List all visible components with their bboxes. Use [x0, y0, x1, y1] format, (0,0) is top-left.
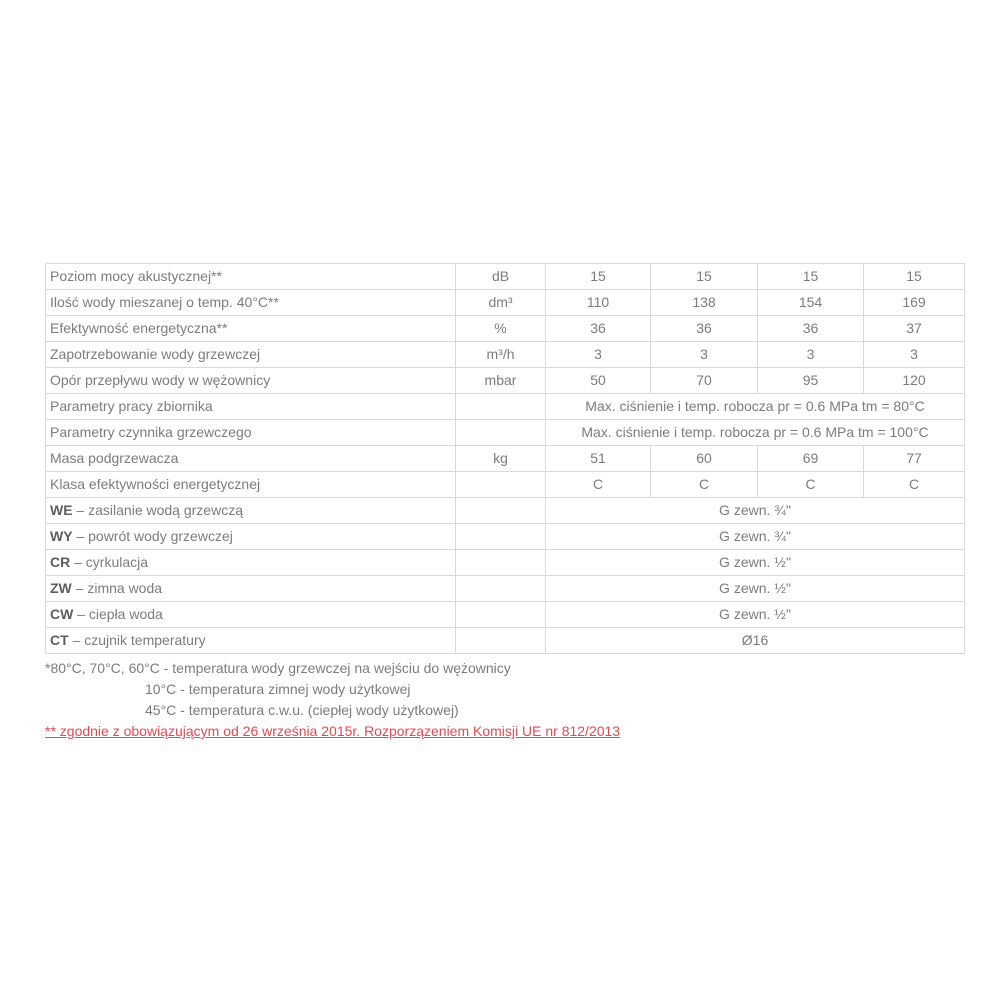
row-label: Ilość wody mieszanej o temp. 40°C**: [46, 290, 456, 316]
row-value: 69: [758, 446, 864, 472]
spec-sheet: [45, 263, 964, 742]
row-value: 77: [864, 446, 965, 472]
row-label-prefix: WE: [50, 501, 73, 518]
table-row: [46, 342, 965, 368]
row-value: 37: [864, 316, 965, 342]
footnote-heating-water: *80°C, 70°C, 60°C - temperatura wody grzewczej na wejściu do wężownicy: [45, 660, 511, 676]
row-value: 110: [546, 290, 651, 316]
table-row: [46, 394, 965, 420]
row-unit: mbar: [456, 368, 546, 394]
table-row: [46, 472, 965, 498]
row-label: Opór przepływu wody w wężownicy: [46, 368, 456, 394]
row-unit: [456, 550, 546, 576]
row-value: C: [651, 472, 758, 498]
row-label: WY – powrót wody grzewczej: [46, 524, 456, 550]
row-label-prefix: CT: [50, 631, 69, 648]
row-value: 51: [546, 446, 651, 472]
row-value: 15: [864, 264, 965, 290]
row-value: C: [864, 472, 965, 498]
table-row: [46, 602, 965, 628]
row-value: 138: [651, 290, 758, 316]
row-merged-value: G zewn. ½": [546, 550, 965, 576]
row-unit: %: [456, 316, 546, 342]
row-unit: [456, 420, 546, 446]
row-value: 70: [651, 368, 758, 394]
row-label-prefix: WY: [50, 527, 73, 544]
row-unit: [456, 472, 546, 498]
row-merged-value: G zewn. ½": [546, 576, 965, 602]
row-value: 15: [758, 264, 864, 290]
row-value: 3: [864, 342, 965, 368]
row-merged-value: Ø16: [546, 628, 965, 654]
table-row: [46, 290, 965, 316]
row-unit: [456, 576, 546, 602]
row-label-prefix: CR: [50, 553, 71, 570]
row-value: 169: [864, 290, 965, 316]
table-row: [46, 498, 965, 524]
footnote-hot-water: 45°C - temperatura c.w.u. (ciepłej wody użytkowej): [145, 702, 459, 718]
footnotes: [45, 658, 964, 742]
table-row: [46, 316, 965, 342]
row-value: 3: [651, 342, 758, 368]
row-unit: dB: [456, 264, 546, 290]
row-label: CW – ciepła woda: [46, 602, 456, 628]
row-value: 154: [758, 290, 864, 316]
row-value: 120: [864, 368, 965, 394]
table-row: [46, 420, 965, 446]
row-value: 60: [651, 446, 758, 472]
row-label: Parametry pracy zbiornika: [46, 394, 456, 420]
table-row: [46, 576, 965, 602]
table-row: [46, 524, 965, 550]
row-label: ZW – zimna woda: [46, 576, 456, 602]
row-label: WE – zasilanie wodą grzewczą: [46, 498, 456, 524]
row-merged-value: G zewn. ½": [546, 602, 965, 628]
row-unit: [456, 394, 546, 420]
row-unit: m³/h: [456, 342, 546, 368]
row-label: Poziom mocy akustycznej**: [46, 264, 456, 290]
table-row: [46, 446, 965, 472]
row-value: 3: [546, 342, 651, 368]
row-value: 95: [758, 368, 864, 394]
row-value: 15: [651, 264, 758, 290]
row-value: 3: [758, 342, 864, 368]
row-value: 50: [546, 368, 651, 394]
row-value: C: [546, 472, 651, 498]
table-row: [46, 264, 965, 290]
row-label: Zapotrzebowanie wody grzewczej: [46, 342, 456, 368]
row-merged-value: G zewn. ¾": [546, 524, 965, 550]
row-label: Klasa efektywności energetycznej: [46, 472, 456, 498]
table-row: [46, 368, 965, 394]
footnote-cold-water: 10°C - temperatura zimnej wody użytkowej: [145, 681, 411, 697]
table-row: [46, 628, 965, 654]
row-label: CT – czujnik temperatury: [46, 628, 456, 654]
row-unit: kg: [456, 446, 546, 472]
row-merged-value: G zewn. ¾": [546, 498, 965, 524]
row-unit: [456, 628, 546, 654]
regulation-link[interactable]: ** zgodnie z obowiązującym od 26 września 2015r. Rozporzązeniem Komisji UE nr 812/2013: [45, 723, 621, 739]
spec-table: [45, 263, 965, 654]
row-label: Efektywność energetyczna**: [46, 316, 456, 342]
row-unit: [456, 524, 546, 550]
row-value: 36: [546, 316, 651, 342]
row-value: C: [758, 472, 864, 498]
table-row: [46, 550, 965, 576]
row-unit: dm³: [456, 290, 546, 316]
row-unit: [456, 498, 546, 524]
row-value: 15: [546, 264, 651, 290]
row-merged-value: Max. ciśnienie i temp. robocza pr = 0.6 MPa tm = 100°C: [546, 420, 965, 446]
row-label-prefix: CW: [50, 605, 74, 622]
row-label: CR – cyrkulacja: [46, 550, 456, 576]
row-label: Masa podgrzewacza: [46, 446, 456, 472]
row-value: 36: [651, 316, 758, 342]
row-label: Parametry czynnika grzewczego: [46, 420, 456, 446]
spec-table-body: [46, 264, 965, 654]
row-value: 36: [758, 316, 864, 342]
row-merged-value: Max. ciśnienie i temp. robocza pr = 0.6 MPa tm = 80°C: [546, 394, 965, 420]
row-label-prefix: ZW: [50, 579, 72, 596]
row-unit: [456, 602, 546, 628]
